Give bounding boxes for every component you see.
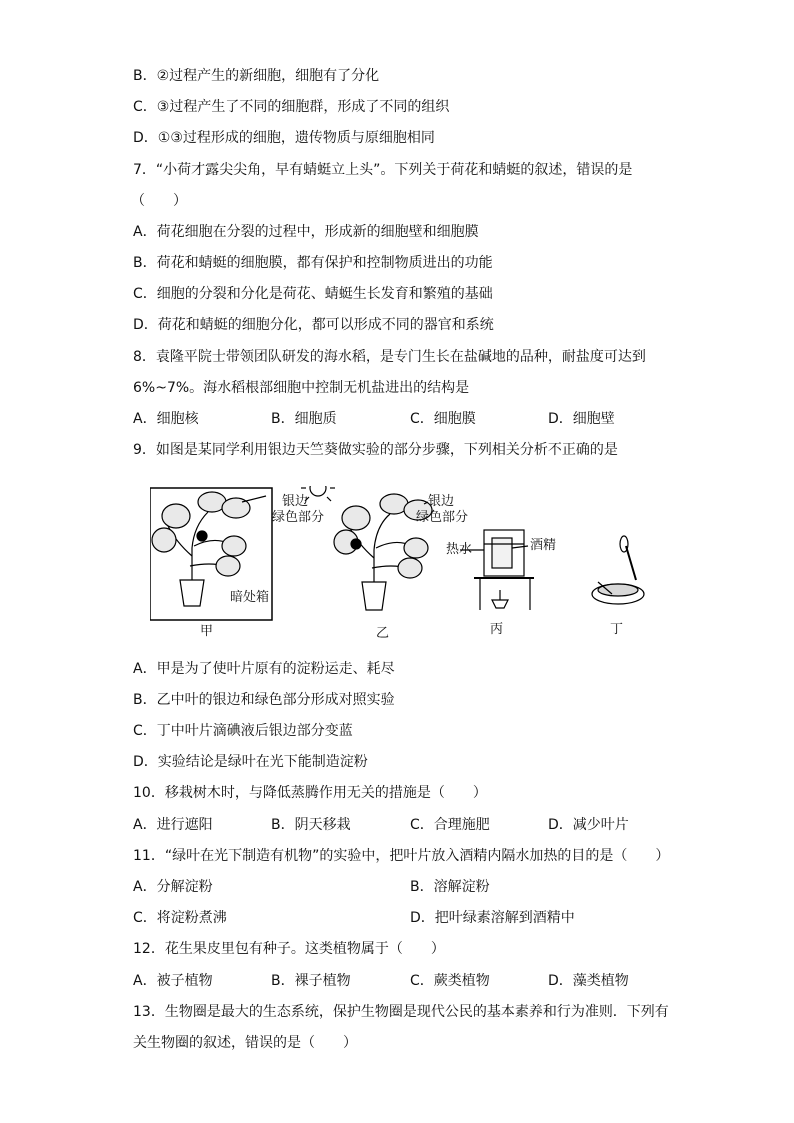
- q12-option-c: C．蕨类植物: [410, 973, 490, 989]
- q13-stem-line2: 关生物圈的叙述，错误的是（ ）: [133, 1035, 357, 1051]
- q11-option-b: B．溶解淀粉: [410, 879, 490, 895]
- q9-option-d: D．实验结论是绿叶在光下能制造淀粉: [133, 754, 368, 770]
- q11-option-d: D．把叶绿素溶解到酒精中: [410, 910, 575, 926]
- label-lvse-jia: 绿色部分: [272, 510, 325, 525]
- q6-option-b: B．②过程产生的新细胞，细胞有了分化: [133, 68, 380, 84]
- q9-option-c: C．丁中叶片滴碘液后银边部分变蓝: [133, 723, 353, 739]
- q8-stem-line1: 8．袁隆平院士带领团队研发的海水稻，是专门生长在盐碱地的品种，耐盐度可达到: [133, 349, 646, 365]
- q7-stem: 7．“小荷才露尖尖角，早有蜻蜓立上头”。下列关于荷花和蜻蜓的叙述，错误的是: [133, 162, 633, 178]
- plant-jia: [152, 492, 266, 606]
- q8-option-b: B．细胞质: [271, 411, 337, 427]
- q7-option-c: C．细胞的分裂和分化是荷花、蜻蜓生长发育和繁殖的基础: [133, 286, 493, 302]
- label-yinbian-yi: 银边: [428, 494, 455, 509]
- q11-stem: 11．“绿叶在光下制造有机物”的实验中，把叶片放入酒精内隔水加热的目的是（ ）: [133, 848, 670, 864]
- q7-option-d: D．荷花和蜻蜓的细胞分化，都可以形成不同的器官和系统: [133, 317, 494, 333]
- label-ding: 丁: [610, 622, 624, 637]
- q11-option-c: C．将淀粉煮沸: [133, 910, 227, 926]
- q9-stem: 9．如图是某同学利用银边天竺葵做实验的部分步骤，下列相关分析不正确的是: [133, 442, 618, 458]
- q7-option-a: A．荷花细胞在分裂的过程中，形成新的细胞壁和细胞膜: [133, 224, 479, 240]
- label-lvse-yi: 绿色部分: [416, 510, 469, 525]
- q7-option-b: B．荷花和蜻蜓的细胞膜，都有保护和控制物质进出的功能: [133, 255, 493, 271]
- q11-option-a: A．分解淀粉: [133, 879, 213, 895]
- q12-option-d: D．藻类植物: [548, 973, 629, 989]
- experiment-illustration: [150, 486, 650, 646]
- q8-option-a: A．细胞核: [133, 411, 199, 427]
- label-bing: 丙: [490, 622, 504, 637]
- q7-answer-paren: （ ）: [131, 193, 187, 209]
- label-yi: 乙: [376, 626, 390, 641]
- q12-option-b: B．裸子植物: [271, 973, 351, 989]
- q6-option-d: D．①③过程形成的细胞，遗传物质与原细胞相同: [133, 130, 435, 146]
- q10-stem: 10．移栽树木时，与降低蒸腾作用无关的措施是（ ）: [133, 785, 487, 801]
- q13-stem-line1: 13．生物圈是最大的生态系统，保护生物圈是现代公民的基本素养和行为准则．下列有: [133, 1004, 669, 1020]
- q10-option-b: B．阴天移栽: [271, 817, 351, 833]
- q6-option-c: C．③过程产生了不同的细胞群，形成了不同的组织: [133, 99, 450, 115]
- petri-dish-dropper: [592, 536, 644, 604]
- q10-option-d: D．减少叶片: [548, 817, 629, 833]
- q9-experiment-figure: [150, 486, 650, 646]
- q8-option-c: C．细胞膜: [410, 411, 476, 427]
- label-anchuxiang: 暗处箱: [230, 590, 270, 605]
- q9-option-b: B．乙中叶的银边和绿色部分形成对照实验: [133, 692, 395, 708]
- q8-option-d: D．细胞壁: [548, 411, 615, 427]
- q10-option-a: A．进行遮阳: [133, 817, 213, 833]
- q12-option-a: A．被子植物: [133, 973, 213, 989]
- label-reshui: 热水: [446, 542, 473, 557]
- q9-option-a: A．甲是为了使叶片原有的淀粉运走、耗尽: [133, 661, 395, 677]
- q10-option-c: C．合理施肥: [410, 817, 490, 833]
- label-yinbian-jia: 银边: [282, 494, 309, 509]
- label-jiujing: 酒精: [530, 538, 557, 553]
- label-jia: 甲: [200, 624, 214, 639]
- q8-stem-line2: 6%~7%。海水稻根部细胞中控制无机盐进出的结构是: [133, 380, 470, 396]
- q12-stem: 12．花生果皮里包有种子。这类植物属于（ ）: [133, 941, 445, 957]
